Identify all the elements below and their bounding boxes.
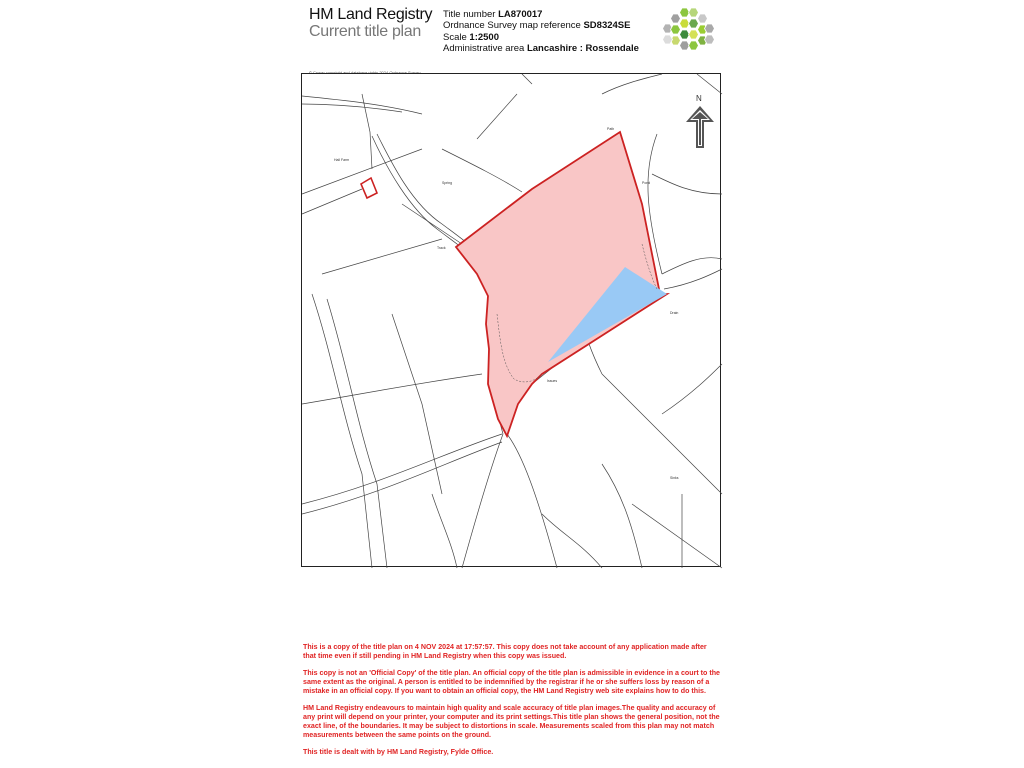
admin-area-label: Administrative area <box>443 43 527 55</box>
scale-label: Scale <box>443 31 470 43</box>
os-ref: SD8324SE <box>583 20 631 32</box>
scale-value: 1:2500 <box>469 31 499 43</box>
title-number-row <box>443 9 653 20</box>
map-label-path: Path <box>607 127 615 131</box>
title-plan-map <box>301 73 721 567</box>
north-arrow-icon <box>682 92 718 150</box>
building-parcel <box>361 178 377 198</box>
note-accuracy: HM Land Registry endeavours to maintain high quality and scale accuracy of title plan images.The quality and accuracy of any print will depend on your printer, your computer and its print settings.This title plan shows the general position, not the exact line, of the boundaries. It may be subject to distortions in scale. Measurements scaled from this plan may not match measurements between the same points on the ground. <box>303 703 720 740</box>
hm-land-registry-wordmark <box>309 6 432 40</box>
os-ref-label: Ordnance Survey map reference <box>443 20 584 32</box>
hm-land-registry-logo-icon <box>662 6 714 56</box>
title-number-label: Title number <box>443 9 499 20</box>
title-number: LA870017 <box>498 9 543 20</box>
map-label-track: Track <box>437 246 446 250</box>
brand-name: HM Land Registry <box>309 6 433 23</box>
admin-area: Lancashire : Rossendale <box>526 43 639 55</box>
north-label: N <box>696 94 702 103</box>
scale-row <box>443 32 653 43</box>
map-label-hall-farm: Hall Farm <box>334 158 350 162</box>
map-label-sinks: Sinks <box>670 476 679 480</box>
note-issue-time: This is a copy of the title plan on 4 NOV 2024 at 17:57:57. This copy does not take account of any application made after that time even if still pending in HM Land Registry when this copy was issued. <box>303 643 707 661</box>
map-label-issues: Issues <box>547 379 558 383</box>
map-label-pond: Pond <box>642 181 651 185</box>
ordnance-survey-map <box>302 74 722 568</box>
note-office: This title is dealt with by HM Land Registry, Fylde Office. <box>303 748 494 756</box>
os-ref-row <box>443 20 653 31</box>
document-type: Current title plan <box>309 23 421 40</box>
map-label-spring: Spring <box>442 181 453 185</box>
admin-area-row <box>443 43 653 54</box>
note-official-copy: This copy is not an 'Official Copy' of the title plan. An official copy of the title plan is admissible in evidence in a court to the same extent as the original. A person is entitled to be indemnified by the registrar if he or she suffers loss by reason of a mistake in an official copy. If you want to obtain an official copy, the HM Land Registry web site explains how to do this. <box>303 668 720 696</box>
map-label-drain: Drain <box>670 311 679 315</box>
copy-notes <box>303 643 721 765</box>
title-metadata <box>443 9 653 55</box>
